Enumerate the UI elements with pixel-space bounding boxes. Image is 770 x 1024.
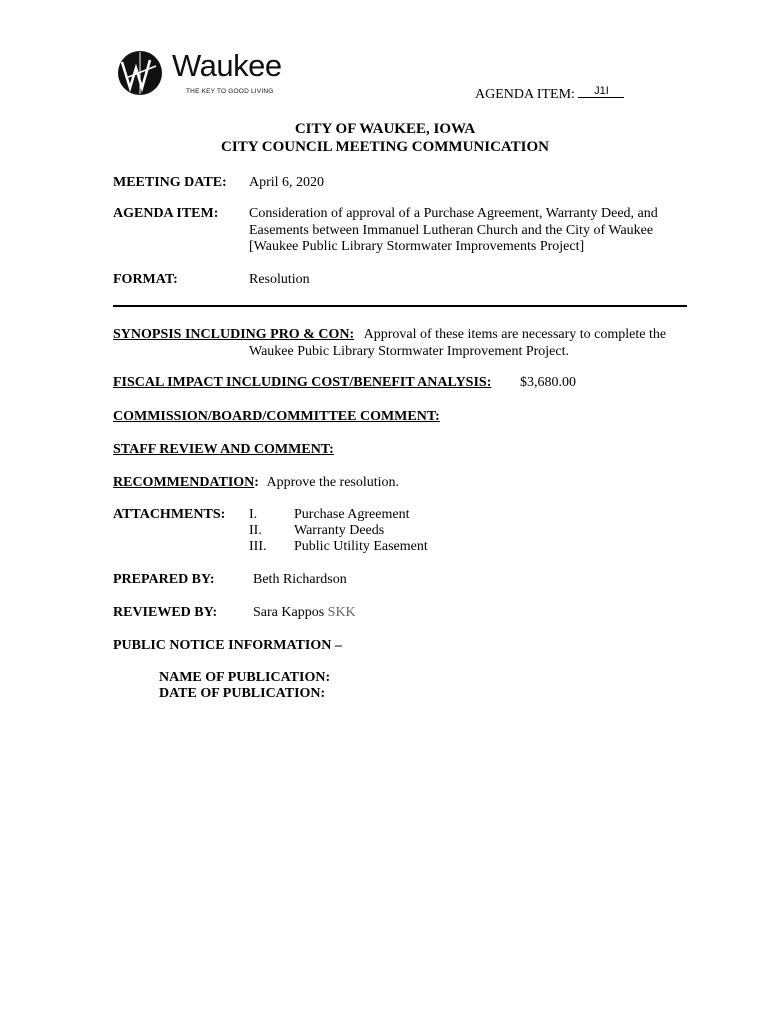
heading-city: CITY OF WAUKEE, IOWA bbox=[294, 121, 476, 137]
recommendation-colon: : bbox=[254, 475, 259, 490]
fiscal-impact-label: FISCAL IMPACT INCLUDING COST/BENEFIT ANALYSIS: bbox=[113, 375, 492, 390]
meeting-date-label: MEETING DATE: bbox=[113, 175, 227, 190]
attachment-num: II. bbox=[249, 523, 262, 538]
reviewed-by-value: Sara Kappos bbox=[253, 605, 325, 620]
attachment-num: I. bbox=[249, 507, 258, 522]
attachment-item: Public Utility Easement bbox=[294, 539, 428, 554]
reviewer-initials: SKK bbox=[327, 605, 356, 620]
format-value: Resolution bbox=[249, 272, 310, 287]
commission-comment-label: COMMISSION/BOARD/COMMITTEE COMMENT: bbox=[113, 409, 440, 424]
agenda-item-line: [Waukee Public Library Stormwater Improvements Project] bbox=[249, 239, 585, 254]
agenda-ref-value: J1I bbox=[578, 85, 624, 98]
recommendation-row bbox=[113, 475, 399, 491]
agenda-ref-label: AGENDA ITEM: bbox=[475, 87, 575, 102]
synopsis-row bbox=[113, 327, 666, 343]
attachment-item: Warranty Deeds bbox=[294, 523, 385, 538]
agenda-item-label: AGENDA ITEM: bbox=[113, 206, 219, 221]
reviewed-by-label: REVIEWED BY: bbox=[113, 605, 218, 620]
agenda-item-line: Consideration of approval of a Purchase Agreement, Warranty Deed, and bbox=[249, 206, 658, 221]
logo-wordmark: Waukee bbox=[172, 48, 282, 83]
agenda-item-reference bbox=[475, 87, 624, 103]
staff-review-label: STAFF REVIEW AND COMMENT: bbox=[113, 442, 334, 457]
publication-name-label: NAME OF PUBLICATION: bbox=[159, 670, 331, 685]
attachment-item: Purchase Agreement bbox=[294, 507, 410, 522]
format-label: FORMAT: bbox=[113, 272, 178, 287]
reviewed-by-row bbox=[253, 605, 356, 622]
public-notice-label: PUBLIC NOTICE INFORMATION – bbox=[113, 638, 342, 653]
prepared-by-value: Beth Richardson bbox=[253, 572, 347, 587]
logo-tagline: THE KEY TO GOOD LIVING bbox=[186, 88, 274, 95]
synopsis-line-1: Approval of these items are necessary to complete the bbox=[363, 327, 667, 342]
section-divider bbox=[113, 305, 687, 307]
attachment-num: III. bbox=[249, 539, 267, 554]
meeting-date-value: April 6, 2020 bbox=[249, 175, 325, 190]
synopsis-line-2: Waukee Pubic Library Stormwater Improvement Project. bbox=[249, 344, 569, 359]
prepared-by-label: PREPARED BY: bbox=[113, 572, 215, 587]
synopsis-label: SYNOPSIS INCLUDING PRO & CON: bbox=[113, 327, 355, 342]
recommendation-value: Approve the resolution. bbox=[266, 475, 400, 490]
agenda-item-line: Easements between Immanuel Lutheran Church and the City of Waukee bbox=[249, 222, 654, 238]
fiscal-impact-value: $3,680.00 bbox=[520, 375, 576, 390]
publication-date-label: DATE OF PUBLICATION: bbox=[159, 686, 326, 701]
agenda-item-description bbox=[249, 206, 658, 256]
attachments-label: ATTACHMENTS: bbox=[113, 507, 226, 522]
heading-communication: CITY COUNCIL MEETING COMMUNICATION bbox=[221, 139, 549, 155]
recommendation-label: RECOMMENDATION bbox=[113, 475, 255, 490]
